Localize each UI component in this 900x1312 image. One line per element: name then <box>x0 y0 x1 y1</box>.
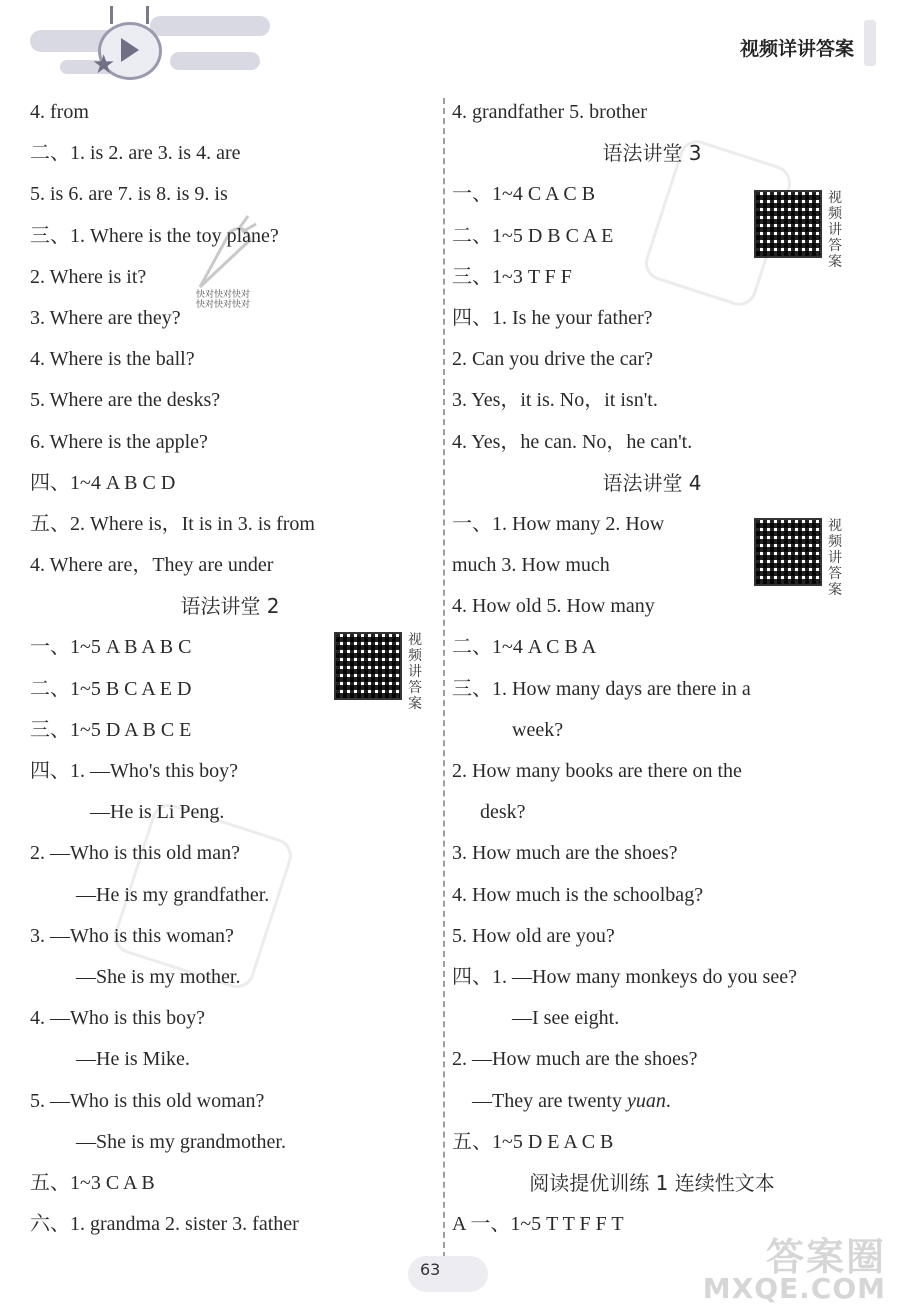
cloud-decoration <box>170 52 260 70</box>
answer-line: 3. Where are they? <box>30 306 181 329</box>
answer-line: much 3. How much <box>452 554 610 577</box>
section-heading: 语法讲堂 3 <box>602 141 702 166</box>
answer-line: 4. How old 5. How many <box>452 595 655 618</box>
section-heading: 语法讲堂 2 <box>180 594 280 619</box>
answer-line: 一、1. How many 2. How <box>452 512 665 535</box>
answer-line: 三、1~3 T F F <box>452 265 572 288</box>
header-title: 视频详讲答案 <box>739 38 854 60</box>
answer-italic: yuan <box>626 1089 666 1112</box>
qr-code-block[interactable] <box>334 632 426 712</box>
answer-line: —She is my grandmother. <box>76 1130 286 1153</box>
qr-label: 视频讲答案 <box>828 190 842 270</box>
section-heading: 阅读提优训练 1 连续性文本 <box>529 1170 775 1195</box>
qr-label: 视频讲答案 <box>408 632 422 712</box>
answer-line: 六、1. grandma 2. sister 3. father <box>30 1213 299 1236</box>
answer-line: 4. Where are，They are under <box>30 554 274 577</box>
answer-line: 四、1. —How many monkeys do you see? <box>452 965 797 988</box>
carrot-caption-line: 快对快对快对 <box>196 290 251 300</box>
antenna-decoration <box>146 6 149 24</box>
answer-line: 2. How many books are there on the <box>452 760 742 782</box>
answer-line: 二、1~5 D B C A E <box>452 224 614 247</box>
antenna-decoration <box>110 6 113 24</box>
answer-text: —They are twenty <box>472 1089 627 1112</box>
corner-bar-decoration <box>864 20 876 66</box>
answer-line: 4. Yes，he can. No，he can't. <box>452 430 693 453</box>
qr-label: 视频讲答案 <box>828 518 842 598</box>
page-number: 63 <box>420 1260 441 1279</box>
answer-line: 四、1~4 A B C D <box>30 471 176 494</box>
answer-line: —He is Mike. <box>76 1048 190 1071</box>
answer-line: 5. How old are you? <box>452 924 615 947</box>
answer-line: 2. —How much are the shoes? <box>452 1048 698 1071</box>
answer-line: 3. —Who is this woman? <box>30 924 234 947</box>
answer-line: 4. Where is the ball? <box>30 348 195 371</box>
answer-line: 五、1~3 C A B <box>30 1171 155 1194</box>
answer-line: 2. —Who is this old man? <box>30 842 240 865</box>
carrot-caption-line: 快对快对快对 <box>196 300 251 310</box>
answer-line: A 一、1~5 T T F F T <box>452 1213 624 1236</box>
answer-text: . <box>665 1089 671 1112</box>
answer-line: 五、2. Where is，It is in 3. is from <box>30 512 315 535</box>
answer-line: 二、1~4 A C B A <box>452 636 597 659</box>
answer-line: 3. Yes，it is. No，it isn't. <box>452 389 658 412</box>
answer-line: desk? <box>480 801 526 824</box>
column-divider <box>443 98 445 1258</box>
right-column <box>452 92 852 1245</box>
answer-line: 4. grandfather 5. brother <box>452 101 647 123</box>
answer-line: 四、1. —Who's this boy? <box>30 760 239 782</box>
answer-line: —He is Li Peng. <box>90 801 225 824</box>
answer-line <box>452 1081 852 1122</box>
answer-line: 2. Where is it? <box>30 265 147 288</box>
answer-line: 5. —Who is this old woman? <box>30 1089 265 1112</box>
answer-line: 3. How much are the shoes? <box>452 842 678 865</box>
answer-line: 4. How much is the schoolbag? <box>452 883 704 906</box>
watermark-logo: 答案圈 <box>765 1235 886 1279</box>
answer-line: 一、1~5 A B A B C <box>30 636 192 659</box>
qr-code-icon[interactable] <box>334 632 402 700</box>
answer-line: 四、1. Is he your father? <box>452 306 653 329</box>
answer-line: —I see eight. <box>512 1007 620 1030</box>
cloud-decoration <box>150 16 270 36</box>
answer-line: 一、1~4 C A C B <box>452 183 596 206</box>
answer-line: 4. from <box>30 101 89 123</box>
answer-line: 三、1. Where is the toy plane? <box>30 224 279 247</box>
answer-line: 4. —Who is this boy? <box>30 1007 205 1030</box>
answer-line: week? <box>512 718 564 741</box>
watermark-url: MXQE.COM <box>702 1272 886 1305</box>
answer-line: 二、1~5 B C A E D <box>30 677 192 700</box>
answer-line: 5. Where are the desks? <box>30 389 221 412</box>
answer-line: 6. Where is the apple? <box>30 430 208 453</box>
answer-line: 二、1. is 2. are 3. is 4. are <box>30 142 241 165</box>
answer-line: 5. is 6. are 7. is 8. is 9. is <box>30 183 228 206</box>
answer-line: —He is my grandfather. <box>76 883 270 906</box>
answer-line: 三、1~5 D A B C E <box>30 718 192 741</box>
answer-line: 三、1. How many days are there in a <box>452 677 751 700</box>
section-heading: 语法讲堂 4 <box>602 470 702 495</box>
star-icon: ★ <box>92 50 116 80</box>
answer-line: —She is my mother. <box>76 965 241 988</box>
answer-line: 2. Can you drive the car? <box>452 348 654 371</box>
answer-line: 五、1~5 D E A C B <box>452 1130 614 1153</box>
